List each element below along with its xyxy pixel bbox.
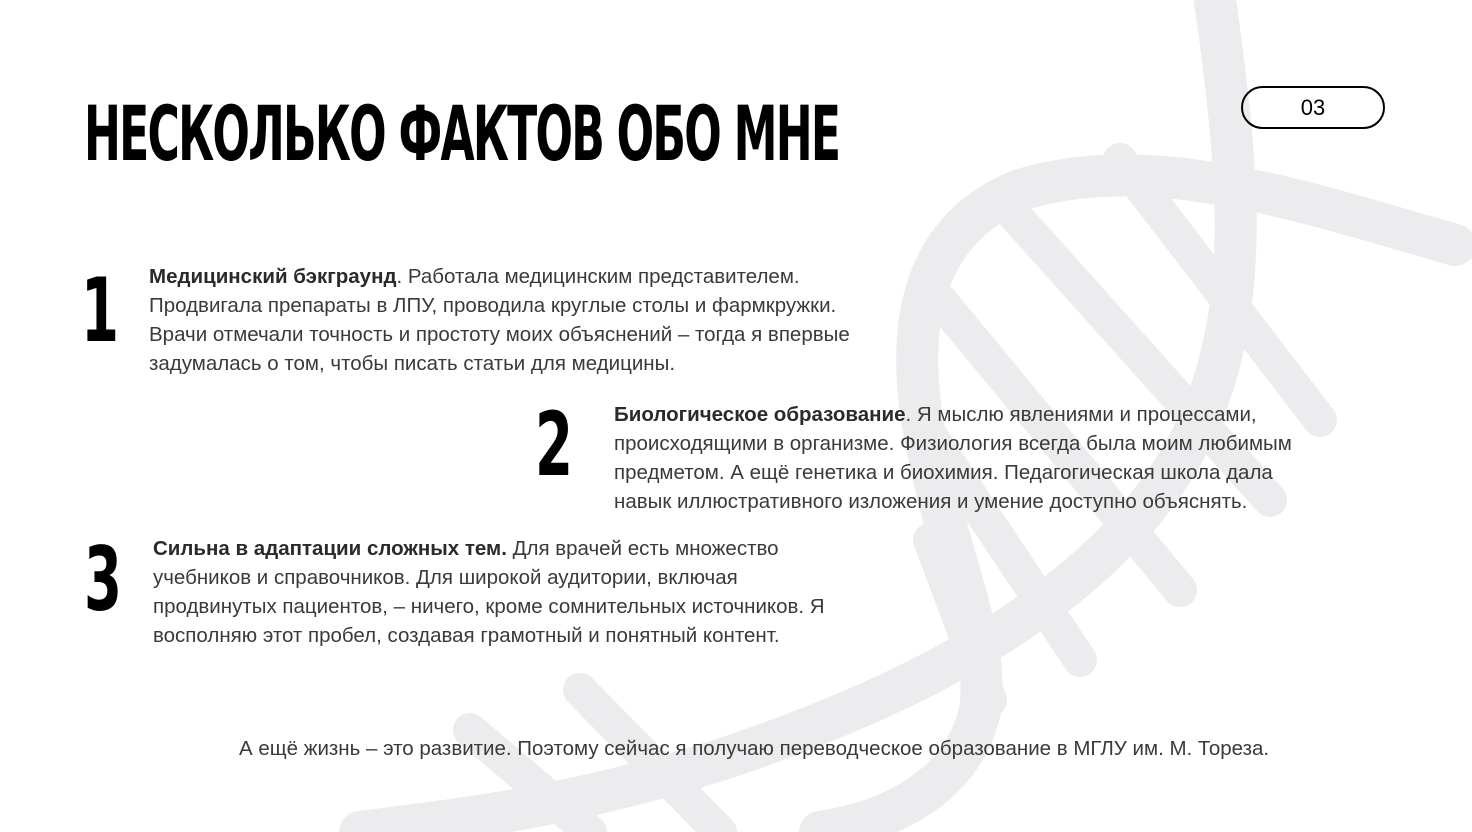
- fact-line: происходящими в организме. Физиология всегда была моим любимым: [614, 432, 1292, 455]
- page-number-badge: [1241, 86, 1385, 129]
- fact-line: навык иллюстративного изложения и умение доступно объяснять.: [614, 490, 1248, 513]
- fact-heading-1: Медицинский бэкграунд: [149, 265, 397, 288]
- fact-line: задумалась о том, чтобы писать статьи для медицины.: [149, 352, 676, 375]
- fact-text-3: [153, 534, 933, 650]
- fact-heading-2: Биологическое образование: [614, 403, 906, 426]
- fact-text-2: [614, 400, 1404, 516]
- fact-number-2: 2: [535, 393, 573, 496]
- fact-line: . Работала медицинским представителем.: [396, 265, 800, 288]
- fact-line: продвинутых пациентов, – ничего, кроме сомнительных источников. Я: [153, 595, 825, 618]
- fact-line: Для врачей есть множество: [506, 537, 779, 560]
- fact-number-1: 1: [81, 259, 119, 362]
- fact-line: учебников и справочников. Для широкой аудитории, включая: [153, 566, 738, 589]
- page-title: НЕСКОЛЬКО ФАКТОВ ОБО МНЕ: [84, 89, 840, 178]
- fact-text-1: [149, 262, 949, 378]
- page-number: 03: [1300, 94, 1326, 120]
- fact-line: восполняю этот пробел, создавая грамотный и понятный контент.: [153, 624, 780, 647]
- fact-heading-3: Сильна в адаптации сложных тем.: [153, 537, 507, 560]
- fact-line: предметом. А ещё генетика и биохимия. Педагогическая школа дала: [614, 461, 1273, 484]
- fact-number-3: 3: [84, 528, 122, 631]
- fact-line: Продвигала препараты в ЛПУ, проводила круглые столы и фармкружки.: [149, 294, 837, 317]
- fact-line: Врачи отмечали точность и простоту моих объяснений – тогда я впервые: [149, 323, 850, 346]
- fact-line: . Я мыслю явлениями и процессами,: [905, 403, 1257, 426]
- closing-note: А ещё жизнь – это развитие. Поэтому сейчас я получаю переводческое образование в МГЛУ им. М. Тореза.: [239, 737, 1270, 760]
